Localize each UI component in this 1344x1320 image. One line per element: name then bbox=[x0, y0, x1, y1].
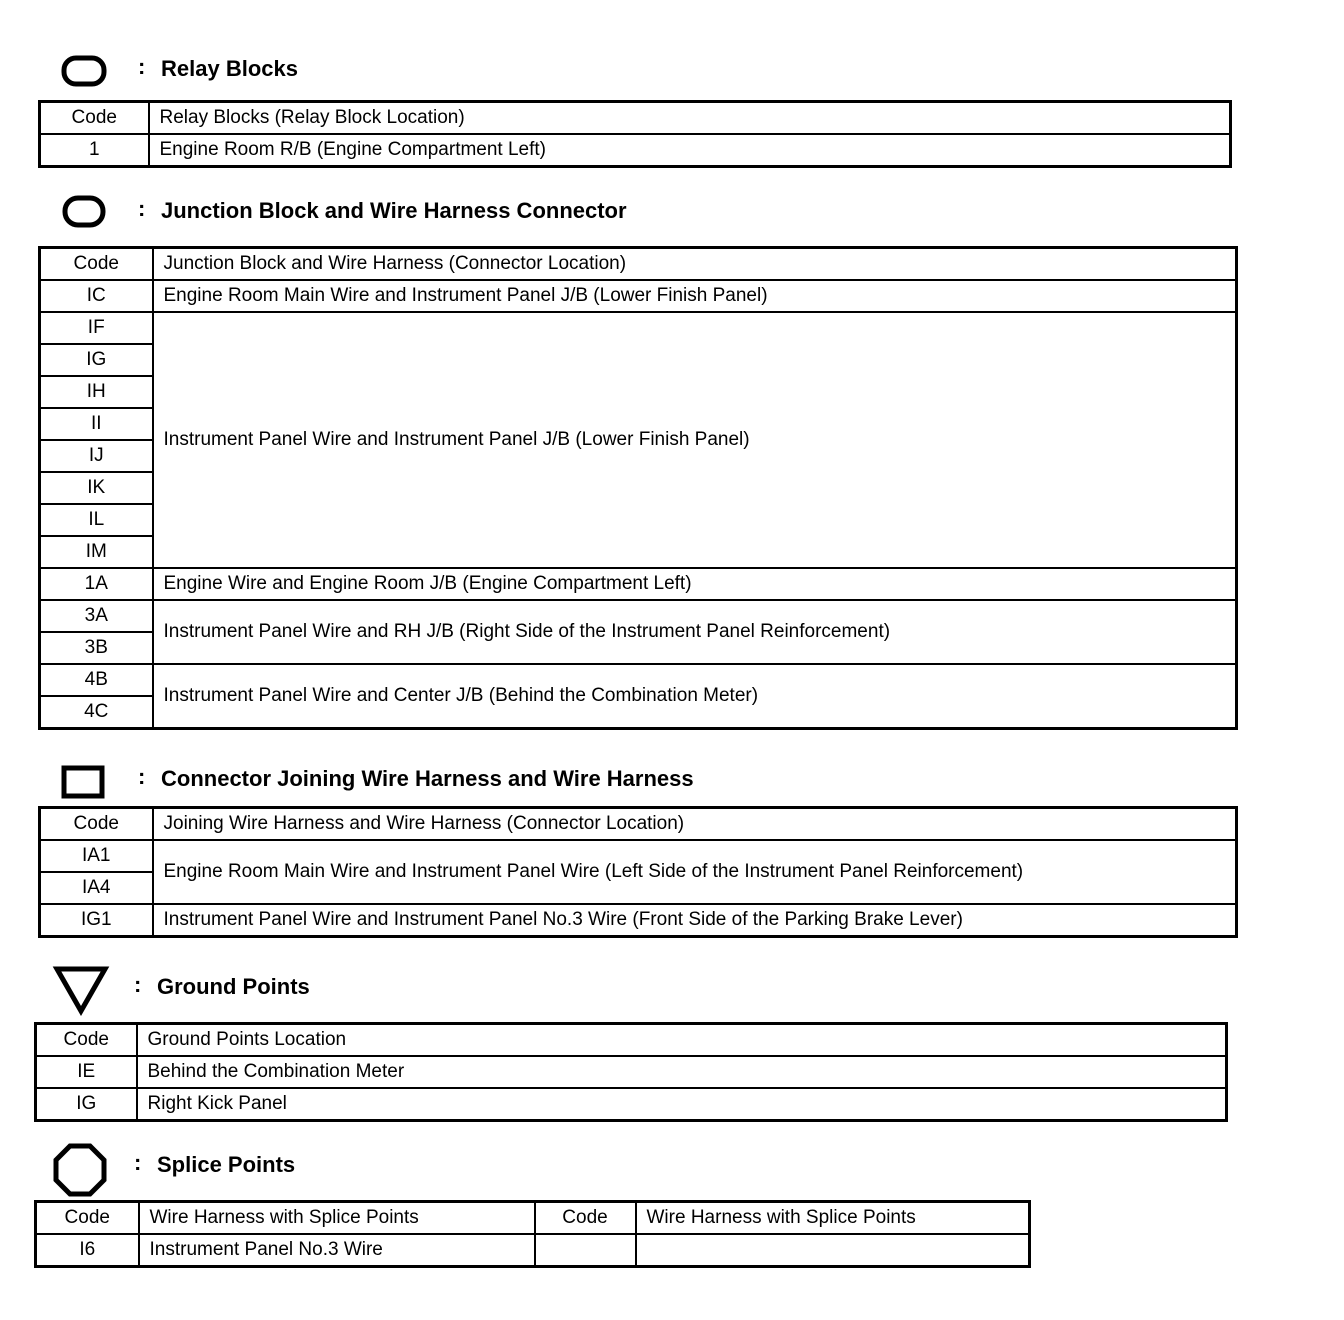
row-code bbox=[535, 1234, 636, 1267]
row-desc: Engine Room R/B (Engine Compartment Left) bbox=[149, 134, 1231, 167]
row-code: IG bbox=[36, 1088, 137, 1121]
table-row bbox=[40, 568, 1237, 600]
row-desc: Instrument Panel Wire and RH J/B (Right Side of the Instrument Panel Reinforcement) bbox=[153, 600, 1237, 664]
table-header-row bbox=[36, 1024, 1227, 1057]
header-code: Code bbox=[36, 1202, 139, 1235]
row-code: IA1 bbox=[40, 840, 153, 872]
row-code: IG1 bbox=[40, 904, 153, 937]
connector-joining-title: Connector Joining Wire Harness and Wire Harness bbox=[161, 766, 694, 791]
row-desc: Engine Room Main Wire and Instrument Panel J/B (Lower Finish Panel) bbox=[153, 280, 1237, 312]
table-row bbox=[40, 664, 1237, 696]
row-code: 1A bbox=[40, 568, 153, 600]
table-row bbox=[36, 1056, 1227, 1088]
header-desc: Wire Harness with Splice Points bbox=[636, 1202, 1030, 1235]
header-desc: Joining Wire Harness and Wire Harness (Connector Location) bbox=[153, 808, 1237, 841]
table-row bbox=[40, 904, 1237, 937]
table-row bbox=[40, 312, 1237, 344]
ground-points-heading bbox=[52, 964, 652, 1016]
header-code: Code bbox=[40, 808, 153, 841]
ground-points-title: Ground Points bbox=[157, 974, 310, 999]
splice-points-table bbox=[34, 1200, 1031, 1268]
splice-points-heading bbox=[52, 1142, 652, 1198]
row-desc: Instrument Panel Wire and Center J/B (Behind the Combination Meter) bbox=[153, 664, 1237, 729]
row-code: 4B bbox=[40, 664, 153, 696]
row-desc: Right Kick Panel bbox=[137, 1088, 1227, 1121]
junction-block-heading bbox=[60, 192, 860, 236]
triangle-symbol-icon bbox=[52, 964, 110, 1016]
row-code: 1 bbox=[40, 134, 149, 167]
row-code: IL bbox=[40, 504, 153, 536]
table-row bbox=[36, 1088, 1227, 1121]
row-code: IH bbox=[40, 376, 153, 408]
row-code: IF bbox=[40, 312, 153, 344]
row-code: IC bbox=[40, 280, 153, 312]
rounded-rect-symbol-icon bbox=[60, 52, 108, 90]
table-header-row bbox=[36, 1202, 1030, 1235]
row-desc bbox=[636, 1234, 1030, 1267]
table-row bbox=[36, 1234, 1030, 1267]
table-header-row bbox=[40, 808, 1237, 841]
square-symbol-icon bbox=[60, 762, 108, 802]
header-desc: Wire Harness with Splice Points bbox=[139, 1202, 535, 1235]
row-code: 4C bbox=[40, 696, 153, 729]
ground-points-colon: : bbox=[134, 972, 142, 997]
connector-joining-heading bbox=[60, 762, 960, 806]
ground-points-table bbox=[34, 1022, 1228, 1122]
row-code: IE bbox=[36, 1056, 137, 1088]
header-desc: Ground Points Location bbox=[137, 1024, 1227, 1057]
header-code: Code bbox=[40, 102, 149, 135]
row-code: IJ bbox=[40, 440, 153, 472]
table-row bbox=[40, 280, 1237, 312]
relay-blocks-title: Relay Blocks bbox=[161, 56, 298, 81]
table-header-row bbox=[40, 248, 1237, 281]
row-desc: Engine Wire and Engine Room J/B (Engine Compartment Left) bbox=[153, 568, 1237, 600]
row-desc: Instrument Panel No.3 Wire bbox=[139, 1234, 535, 1267]
row-code: IM bbox=[40, 536, 153, 568]
row-code: IK bbox=[40, 472, 153, 504]
row-code: I6 bbox=[36, 1234, 139, 1267]
header-code: Code bbox=[40, 248, 153, 281]
relay-blocks-colon: : bbox=[138, 54, 146, 79]
row-code: IA4 bbox=[40, 872, 153, 904]
connector-joining-table bbox=[38, 806, 1238, 938]
connector-joining-colon: : bbox=[138, 764, 146, 789]
table-header-row bbox=[40, 102, 1231, 135]
header-desc: Junction Block and Wire Harness (Connector Location) bbox=[153, 248, 1237, 281]
octagon-symbol-icon bbox=[52, 1142, 108, 1198]
junction-block-table bbox=[38, 246, 1238, 730]
row-desc: Instrument Panel Wire and Instrument Panel No.3 Wire (Front Side of the Parking Brake Lever) bbox=[153, 904, 1237, 937]
header-code: Code bbox=[535, 1202, 636, 1235]
table-row bbox=[40, 600, 1237, 632]
header-desc: Relay Blocks (Relay Block Location) bbox=[149, 102, 1231, 135]
junction-block-colon: : bbox=[138, 196, 146, 221]
relay-blocks-table bbox=[38, 100, 1232, 168]
row-code: 3A bbox=[40, 600, 153, 632]
row-code: 3B bbox=[40, 632, 153, 664]
rounded-rect-symbol-icon bbox=[60, 192, 108, 230]
table-row bbox=[40, 840, 1237, 872]
row-desc: Instrument Panel Wire and Instrument Panel J/B (Lower Finish Panel) bbox=[153, 312, 1237, 568]
row-desc: Engine Room Main Wire and Instrument Panel Wire (Left Side of the Instrument Panel Reinforcement) bbox=[153, 840, 1237, 904]
relay-blocks-heading bbox=[60, 52, 660, 96]
row-code: IG bbox=[40, 344, 153, 376]
junction-block-title: Junction Block and Wire Harness Connector bbox=[161, 198, 627, 223]
header-code: Code bbox=[36, 1024, 137, 1057]
splice-points-title: Splice Points bbox=[157, 1152, 296, 1177]
splice-points-colon: : bbox=[134, 1150, 142, 1175]
table-row bbox=[40, 134, 1231, 167]
row-code: II bbox=[40, 408, 153, 440]
row-desc: Behind the Combination Meter bbox=[137, 1056, 1227, 1088]
